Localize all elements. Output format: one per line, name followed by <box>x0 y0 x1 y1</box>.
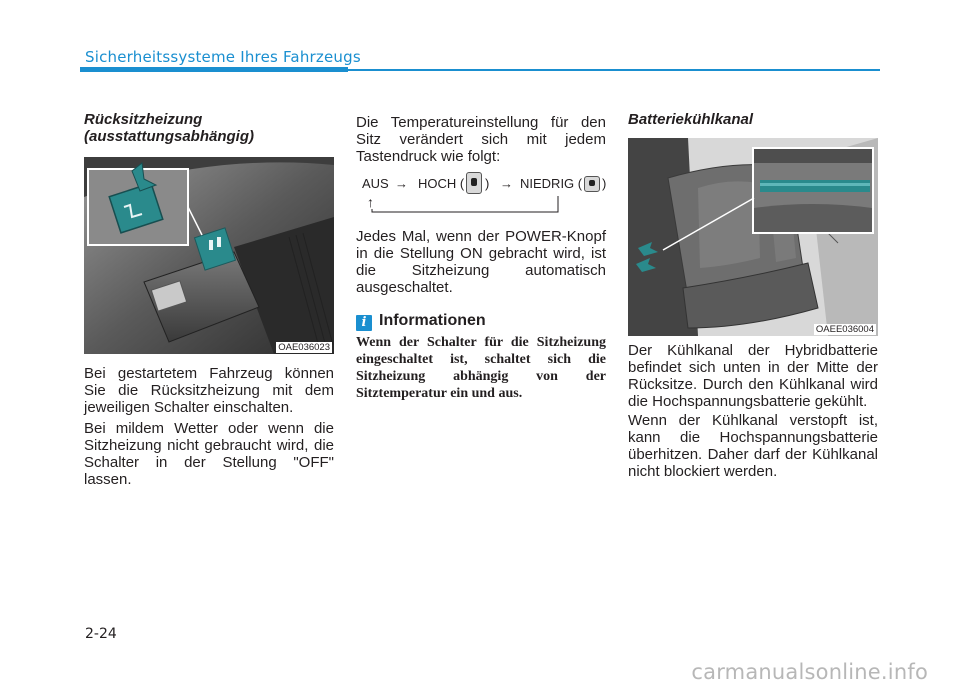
section-header-title: Sicherheitssysteme Ihres Fahrzeugs <box>85 48 361 66</box>
watermark: carmanualsonline.info <box>691 660 928 684</box>
seq-label-off: AUS <box>362 176 389 191</box>
heading-rear-seat-heating <box>84 111 254 145</box>
paragraph: Wenn der Kühlkanal verstopft ist, kann die Hochspannungsbatterie überhitzen. Daher darf der Kühlkanal nicht blockiert werden. <box>628 412 878 480</box>
seq-paren: ) <box>485 176 490 191</box>
heading-battery-cooling: Batteriekühlkanal <box>628 111 754 128</box>
seq-label-high: HOCH ( <box>418 176 465 191</box>
header-rule <box>348 69 880 71</box>
figure-battery-cooling-duct <box>628 138 878 336</box>
seq-paren: ) <box>602 176 607 191</box>
seq-label-low: NIEDRIG ( <box>520 176 583 191</box>
info-body: Wenn der Schalter für die Sitzheizung eingeschaltet ist, schaltet sich die Sitzheizung abhängig von der Sitztemperatur ein und aus. <box>356 335 606 401</box>
figure-rear-seat-switch <box>84 157 334 354</box>
rear-seat-switch-illustration <box>84 157 334 354</box>
temperature-sequence <box>360 176 610 216</box>
heading-line-2: (ausstattungsabhängig) <box>84 128 255 145</box>
figure-code: OAE036023 <box>278 342 330 353</box>
arrow-up-icon: ↑ <box>367 194 374 210</box>
page-number: 2-24 <box>85 626 117 642</box>
arrow-right-icon: → <box>395 176 408 191</box>
heading-line-1: Rücksitzheizung <box>84 111 203 128</box>
arrow-right-icon: → <box>500 176 513 191</box>
paragraph: Jedes Mal, wenn der POWER-Knopf in die Stellung ON gebracht wird, ist die Sitzheizung automatisch ausgeschaltet. <box>356 228 606 296</box>
header-rule-accent <box>80 67 348 72</box>
battery-cooling-duct-illustration <box>628 138 878 336</box>
figure-code: OAEE036004 <box>815 324 874 335</box>
info-heading <box>356 312 486 331</box>
info-icon: i <box>356 315 372 331</box>
return-loop-line <box>360 176 610 216</box>
paragraph: Der Kühlkanal der Hybridbatterie befindet sich unten in der Mitte der Rücksitze. Durch den Kühlkanal wird die Hochspannungsbatterie gekühlt. <box>628 342 878 410</box>
paragraph: Bei gestartetem Fahrzeug können Sie die Rücksitzheizung mit dem jeweiligen Schalter einschalten. <box>84 365 334 416</box>
paragraph: Bei mildem Wetter oder wenn die Sitzheizung nicht gebraucht wird, die Schalter in der Stellung "OFF" lassen. <box>84 420 334 488</box>
paragraph: Die Temperatureinstellung für den Sitz verändert sich mit jedem Tastendruck wie folgt: <box>356 114 606 165</box>
info-title: Informationen <box>379 312 486 329</box>
